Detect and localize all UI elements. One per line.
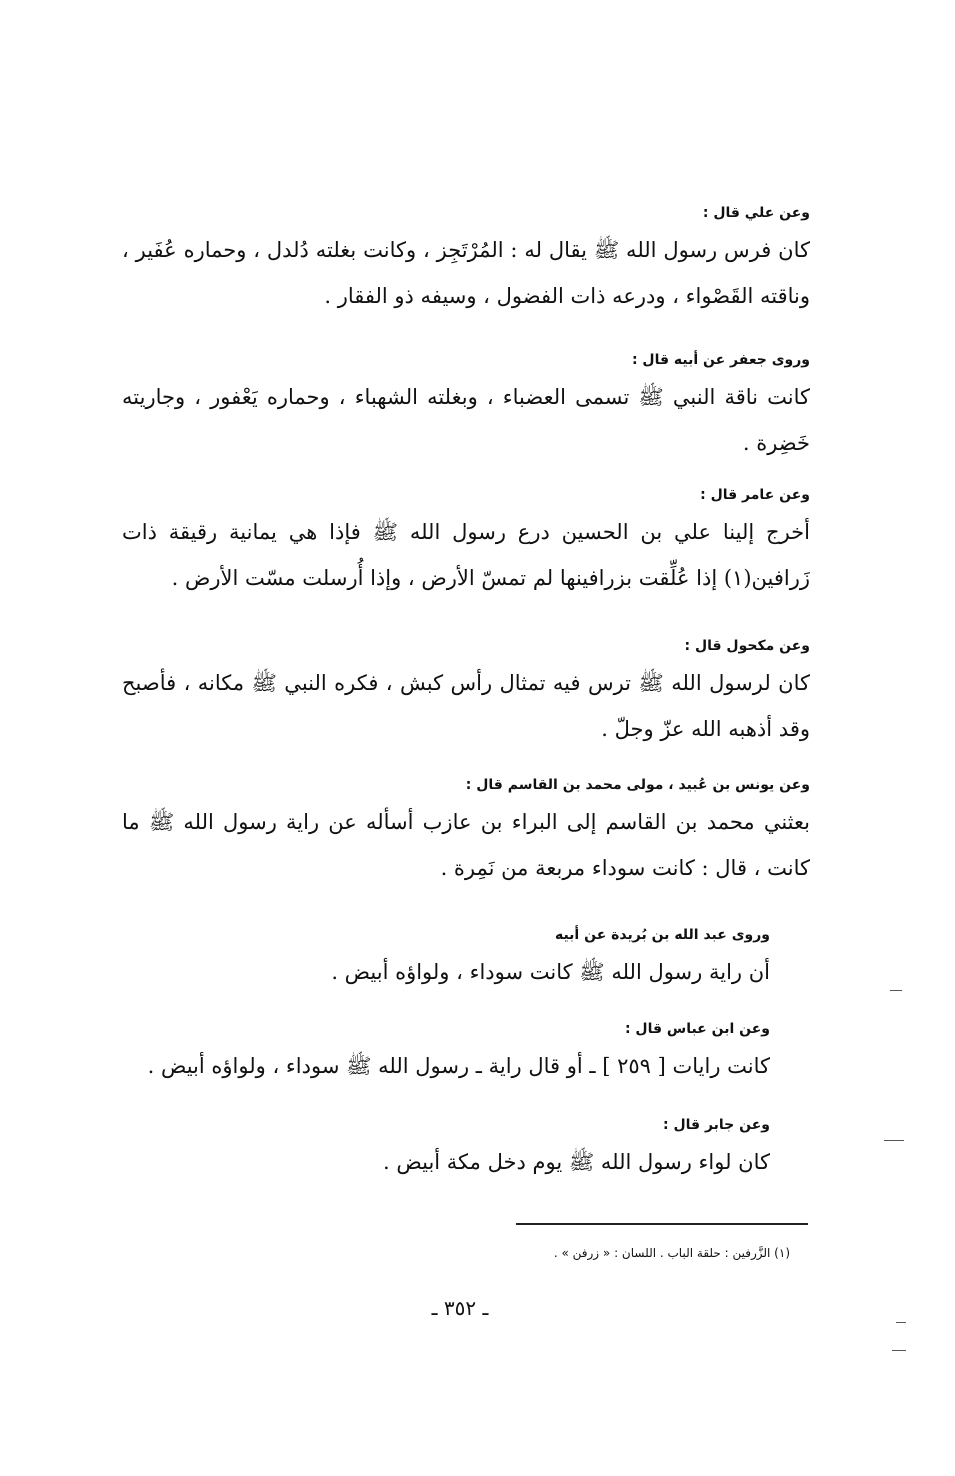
section-ibn-abbas [130,1019,770,1089]
section-text: أن راية رسول الله ﷺ كانت سوداء ، ولواؤه أبيض . [331,960,770,984]
margin-scan-mark [896,1322,906,1323]
section-jafar [122,350,810,466]
section-jabir [130,1115,770,1185]
section-heading: وروى جعفر عن أبيه قال : [631,352,810,368]
section-text: بعثني محمد بن القاسم إلى البراء بن عازب أسأله عن راية رسول الله ﷺ ما كانت ، قال : كانت سوداء مربعة من نَمِرة . [122,810,810,880]
section-heading: وعن يونس بن عُبيد ، مولى محمد بن القاسم قال : [465,777,810,793]
footnote: (١) الزَّرفين : حلقة الباب . اللسان : « زرفن » . [553,1246,790,1260]
section-ali [122,203,810,319]
section-text: كانت رايات [ ٢٥٩ ] ـ أو قال راية ـ رسول الله ﷺ سوداء ، ولواؤه أبيض . [147,1054,770,1078]
section-text: كان لواء رسول الله ﷺ يوم دخل مكة أبيض . [383,1150,770,1174]
margin-scan-mark [892,1350,906,1351]
section-heading: وعن جابر قال : [663,1117,770,1133]
section-yunus [122,775,810,891]
section-heading: وروى عبد الله بن بُريدة عن أبيه [554,927,770,943]
section-text: كان لرسول الله ﷺ ترس فيه تمثال رأس كبش ، فكره النبي ﷺ مكانه ، فأصبح وقد أذهبه الله عزّ وجلّ . [122,671,810,741]
section-buraydah [130,925,770,995]
section-makhul [122,636,810,752]
section-heading: وعن عامر قال : [700,487,810,503]
section-text: أخرج إلينا علي بن الحسين درع رسول الله ﷺ فإذا هي يمانية رقيقة ذات زَرافين(١) إذا عُلِّقت بزرافينها لم تمسّ الأرض ، وإذا أُرسلت مسّت الأرض . [122,520,810,590]
section-heading: وعن مكحول قال : [684,638,810,654]
page-number: ـ ٣٥٢ ـ [431,1296,489,1320]
section-heading: وعن علي قال : [702,205,810,221]
margin-scan-mark [890,990,902,991]
section-text: كان فرس رسول الله ﷺ يقال له : المُرْتَجِز ، وكانت بغلته دُلدل ، وحماره عُفَير ، وناقته القَصْواء ، ودرعه ذات الفضول ، وسيفه ذو الفقار . [122,238,810,308]
footnote-divider [516,1223,808,1225]
section-heading: وعن ابن عباس قال : [624,1021,770,1037]
margin-scan-mark [884,1140,904,1141]
section-amir [122,485,810,601]
section-text: كانت ناقة النبي ﷺ تسمى العضباء ، وبغلته الشهباء ، وحماره يَعْفور ، وجاريته خَضِرة . [122,385,810,455]
